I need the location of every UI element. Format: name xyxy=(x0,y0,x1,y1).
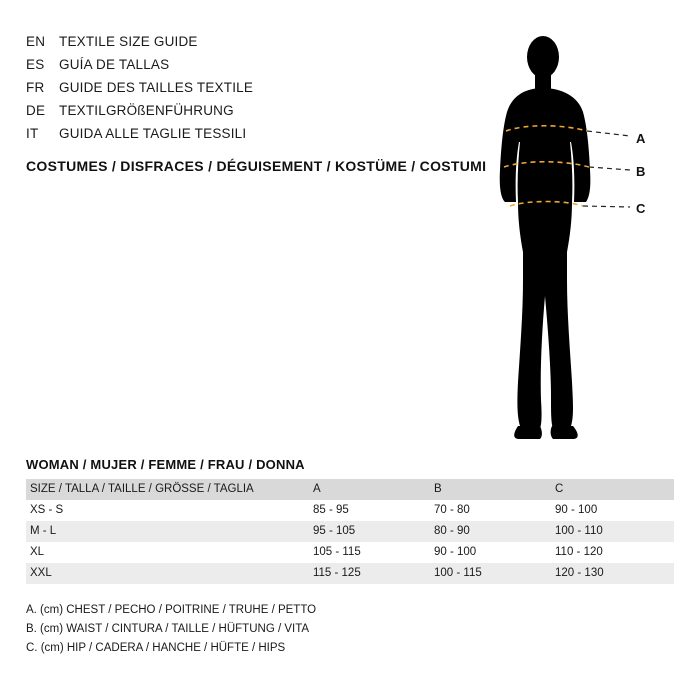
cell-a: 115 - 125 xyxy=(312,567,361,579)
language-label: TEXTILE SIZE GUIDE xyxy=(59,34,198,49)
column-header-size: SIZE / TALLA / TAILLE / GRÖSSE / TAGLIA xyxy=(30,483,254,495)
cell-c: 120 - 130 xyxy=(555,567,604,579)
table-body xyxy=(26,500,674,584)
language-label: GUÍA DE TALLAS xyxy=(59,57,170,72)
measure-label-b: B xyxy=(636,164,646,179)
language-row xyxy=(26,57,446,80)
table-header-row xyxy=(26,479,674,500)
size-table xyxy=(26,479,674,584)
measure-label-a: A xyxy=(636,131,646,146)
language-label: GUIDE DES TAILLES TEXTILE xyxy=(59,80,254,95)
cell-size: XXL xyxy=(30,567,52,579)
language-code: FR xyxy=(26,80,45,95)
category-title: COSTUMES / DISFRACES / DÉGUISEMENT / KOSTÜME / COSTUMI xyxy=(26,158,487,174)
body-silhouette xyxy=(470,30,680,440)
table-row xyxy=(26,521,674,542)
column-header-b: B xyxy=(434,483,442,495)
table-group-title: WOMAN / MUJER / FEMME / FRAU / DONNA xyxy=(26,457,305,472)
measure-leader-b xyxy=(589,167,630,170)
column-header-a: A xyxy=(312,483,321,495)
language-code: DE xyxy=(26,103,46,118)
cell-b: 70 - 80 xyxy=(434,504,470,516)
size-table-section xyxy=(26,457,674,584)
cell-size: XL xyxy=(30,546,45,558)
female-silhouette-icon xyxy=(470,30,680,440)
column-header-c: C xyxy=(555,483,564,495)
table-row xyxy=(26,563,674,584)
note-waist: B. (cm) WAIST / CINTURA / TAILLE / HÜFTUNG / VITA xyxy=(26,623,310,635)
table-row xyxy=(26,542,674,563)
cell-b: 90 - 100 xyxy=(434,546,477,558)
measure-label-c: C xyxy=(636,201,646,216)
cell-c: 100 - 110 xyxy=(555,525,603,537)
table-row xyxy=(26,500,674,521)
language-code: IT xyxy=(26,126,39,141)
language-label: TEXTILGRÖßENFÜHRUNG xyxy=(59,103,234,118)
language-row xyxy=(26,80,446,103)
cell-c: 90 - 100 xyxy=(555,504,598,516)
cell-a: 85 - 95 xyxy=(312,504,349,516)
measurement-notes xyxy=(26,601,316,658)
cell-c: 110 - 120 xyxy=(555,546,603,558)
cell-size: XS - S xyxy=(30,504,64,516)
table-header xyxy=(26,479,674,500)
language-code: ES xyxy=(26,57,45,72)
cell-a: 95 - 105 xyxy=(312,525,356,537)
language-row xyxy=(26,103,446,126)
cell-size: M - L xyxy=(30,525,57,537)
cell-b: 100 - 115 xyxy=(434,567,482,579)
language-row xyxy=(26,126,446,149)
language-label: GUIDA ALLE TAGLIE TESSILI xyxy=(59,126,247,141)
language-code: EN xyxy=(26,34,46,49)
measure-leader-c xyxy=(583,206,630,207)
language-list xyxy=(26,34,446,149)
language-row xyxy=(26,34,446,57)
cell-b: 80 - 90 xyxy=(434,525,470,537)
note-hip: C. (cm) HIP / CADERA / HANCHE / HÜFTE / HIPS xyxy=(26,642,286,654)
cell-a: 105 - 115 xyxy=(312,546,361,558)
note-chest: A. (cm) CHEST / PECHO / POITRINE / TRUHE / PETTO xyxy=(26,604,317,616)
measure-leader-a xyxy=(587,131,630,136)
